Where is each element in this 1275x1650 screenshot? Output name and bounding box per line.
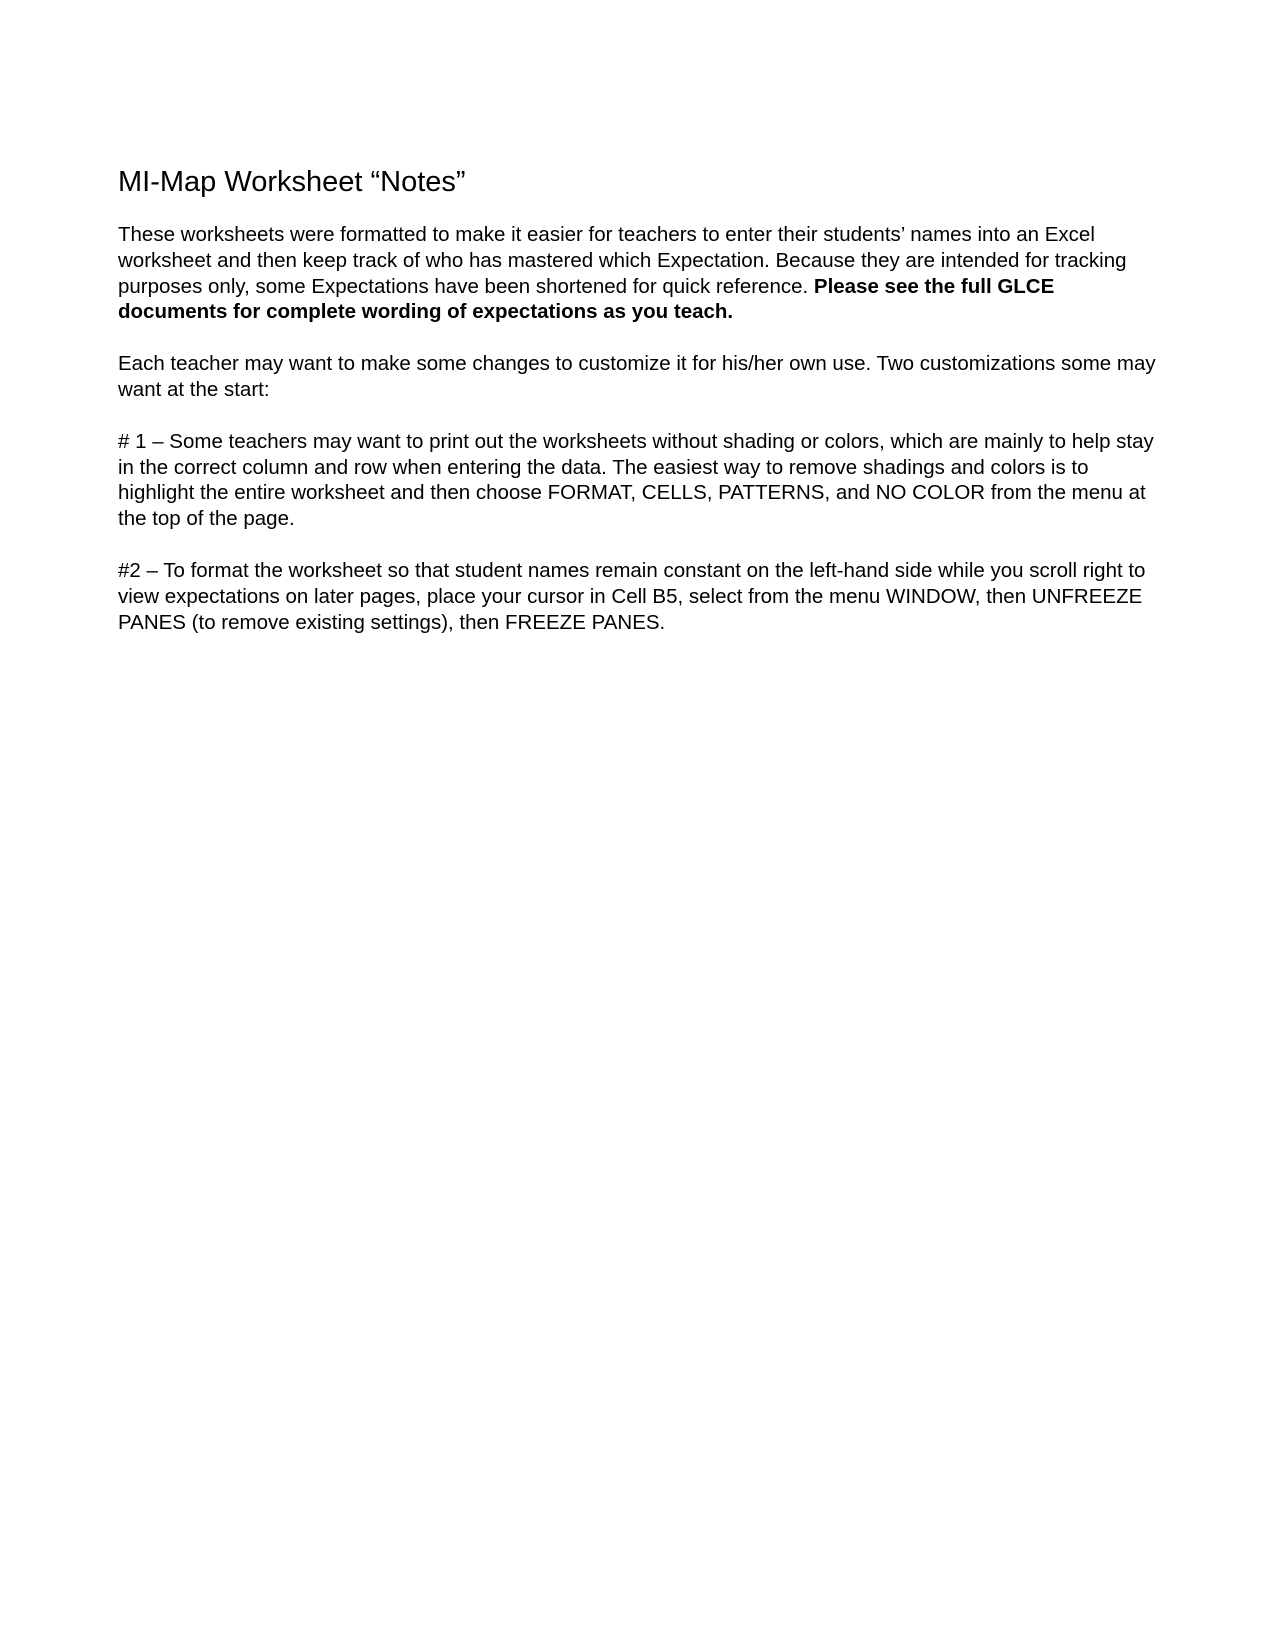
- document-content: [118, 164, 1158, 661]
- intro-paragraph: [118, 222, 1158, 325]
- intro-text: These worksheets were formatted to make it easier for teachers to enter their students’ names into an Excel worksheet and then keep track of who has mastered which Expectation. Because they are intended for tracking purposes only, some Expectations have been shortened for quick reference.: [118, 223, 1127, 298]
- customize-paragraph: Each teacher may want to make some changes to customize it for his/her own use. Two customizations some may want at the start:: [118, 352, 1156, 401]
- tip-2-paragraph: #2 – To format the worksheet so that student names remain constant on the left-hand side while you scroll right to view expectations on later pages, place your cursor in Cell B5, select from the menu WINDOW, then UNFREEZE PANES (to remove existing settings), then FREEZE PANES.: [118, 558, 1146, 634]
- document-title: MI-Map Worksheet “Notes”: [118, 166, 466, 198]
- tip-1-paragraph: # 1 – Some teachers may want to print out the worksheets without shading or colors, which are mainly to help stay in the correct column and row when entering the data. The easiest way to remove shadings and colors is to highlight the entire worksheet and then choose FORMAT, CELLS, PATTERNS, and NO COLOR from the menu at the top of the page.: [118, 429, 1154, 531]
- intro-bold-note: Please see the full GLCE documents for complete wording of expectations as you teach.: [118, 274, 1055, 324]
